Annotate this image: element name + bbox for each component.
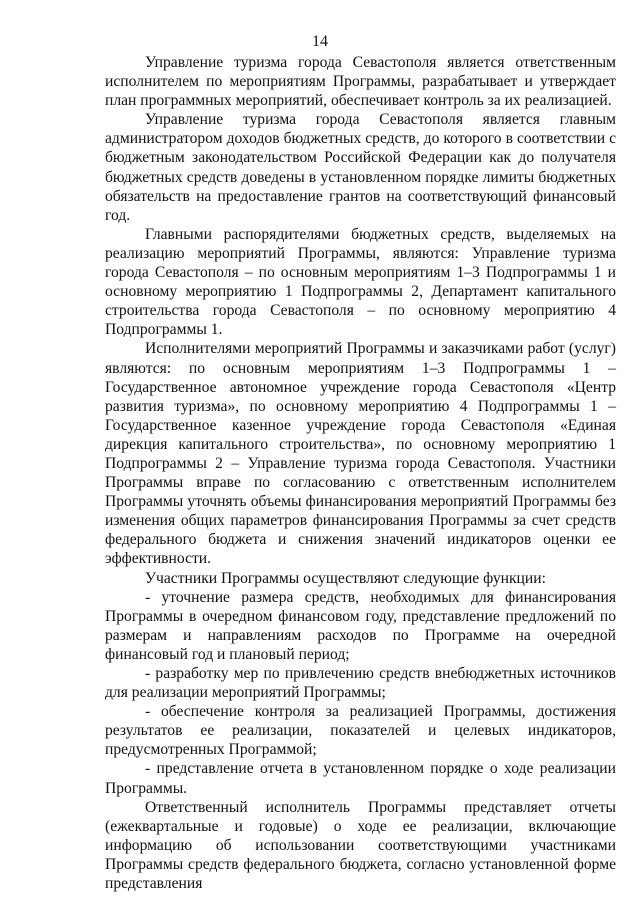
paragraph-revenue-administrator: Управление туризма города Севастополя является главным администратором доходов бюджетных средств, до которого в соответствии с бюджетным законодательством Российской Федерации как до получателя бюджетных средств доведены в установленном порядке лимиты бюджетных обязательств на предоставление грантов на соответствующий финансовый год. bbox=[105, 111, 616, 224]
list-item-implementation-control: - обеспечение контроля за реализацией Программы, достижения результатов ее реализации, показателей и целевых индикаторов, предусмотренных Программой; bbox=[105, 703, 616, 759]
list-item-extrabudgetary-measures: - разработку мер по привлечению средств внебюджетных источников для реализации мероприятий Программы; bbox=[105, 665, 616, 702]
paragraph-program-executors: Исполнителями мероприятий Программы и заказчиками работ (услуг) являются: по основным мероприятиям 1–3 Подпрограммы 1 – Государственное автономное учреждение города Севастополя «Центр развития туризма», по основному мероприятию 4 Подпрограммы 1 – Государственное казенное учреждение города Севастополя «Единая дирекция капитального строительства», по основному мероприятию 1 Подпрограммы 2 – Управление туризма города Севастополя. Участники Программы вправе по согласованию с ответственным исполнителем Программы уточнять объемы финансирования мероприятий Программы без изменения общих параметров финансирования Программы за счет средств федерального бюджета и снижения значений индикаторов оценки ее эффективности. bbox=[105, 340, 616, 568]
paragraph-participant-functions: Участники Программы осуществляют следующие функции: bbox=[145, 569, 546, 587]
paragraph-budget-managers: Главными распорядителями бюджетных средств, выделяемых на реализацию мероприятий Программы, являются: Управление туризма города Севастополя – по основным мероприятиям 1–3 Подпрограммы 1 и основному мероприятию 1 Подпрограммы 2, Департамент капитального строительства города Севастополя – по основному мероприятию 4 Подпрограммы 1. bbox=[105, 225, 616, 339]
paragraph-responsible-executor: Управление туризма города Севастополя является ответственным исполнителем по мероприятиям Программы, разрабатывает и утверждает план программных мероприятий, обеспечивает контроль за их реализацией. bbox=[105, 54, 616, 110]
list-item-progress-report: - представление отчета в установленном порядке о ходе реализации Программы. bbox=[105, 760, 616, 797]
document-body bbox=[105, 53, 616, 893]
list-item-funding-clarification: - уточнение размера средств, необходимых для финансирования Программы в очередном финансовом году, представление предложений по размерам и направлениям расходов по Программе на очередной финансовый год и плановый период; bbox=[105, 588, 616, 663]
paragraph-reporting: Ответственный исполнитель Программы представляет отчеты (ежеквартальные и годовые) о ходе ее реализации, включающие информацию об использовании соответствующими участниками Программы средств федерального бюджета, согласно установленной форме представления bbox=[105, 798, 616, 893]
page-number: 14 bbox=[312, 33, 328, 50]
